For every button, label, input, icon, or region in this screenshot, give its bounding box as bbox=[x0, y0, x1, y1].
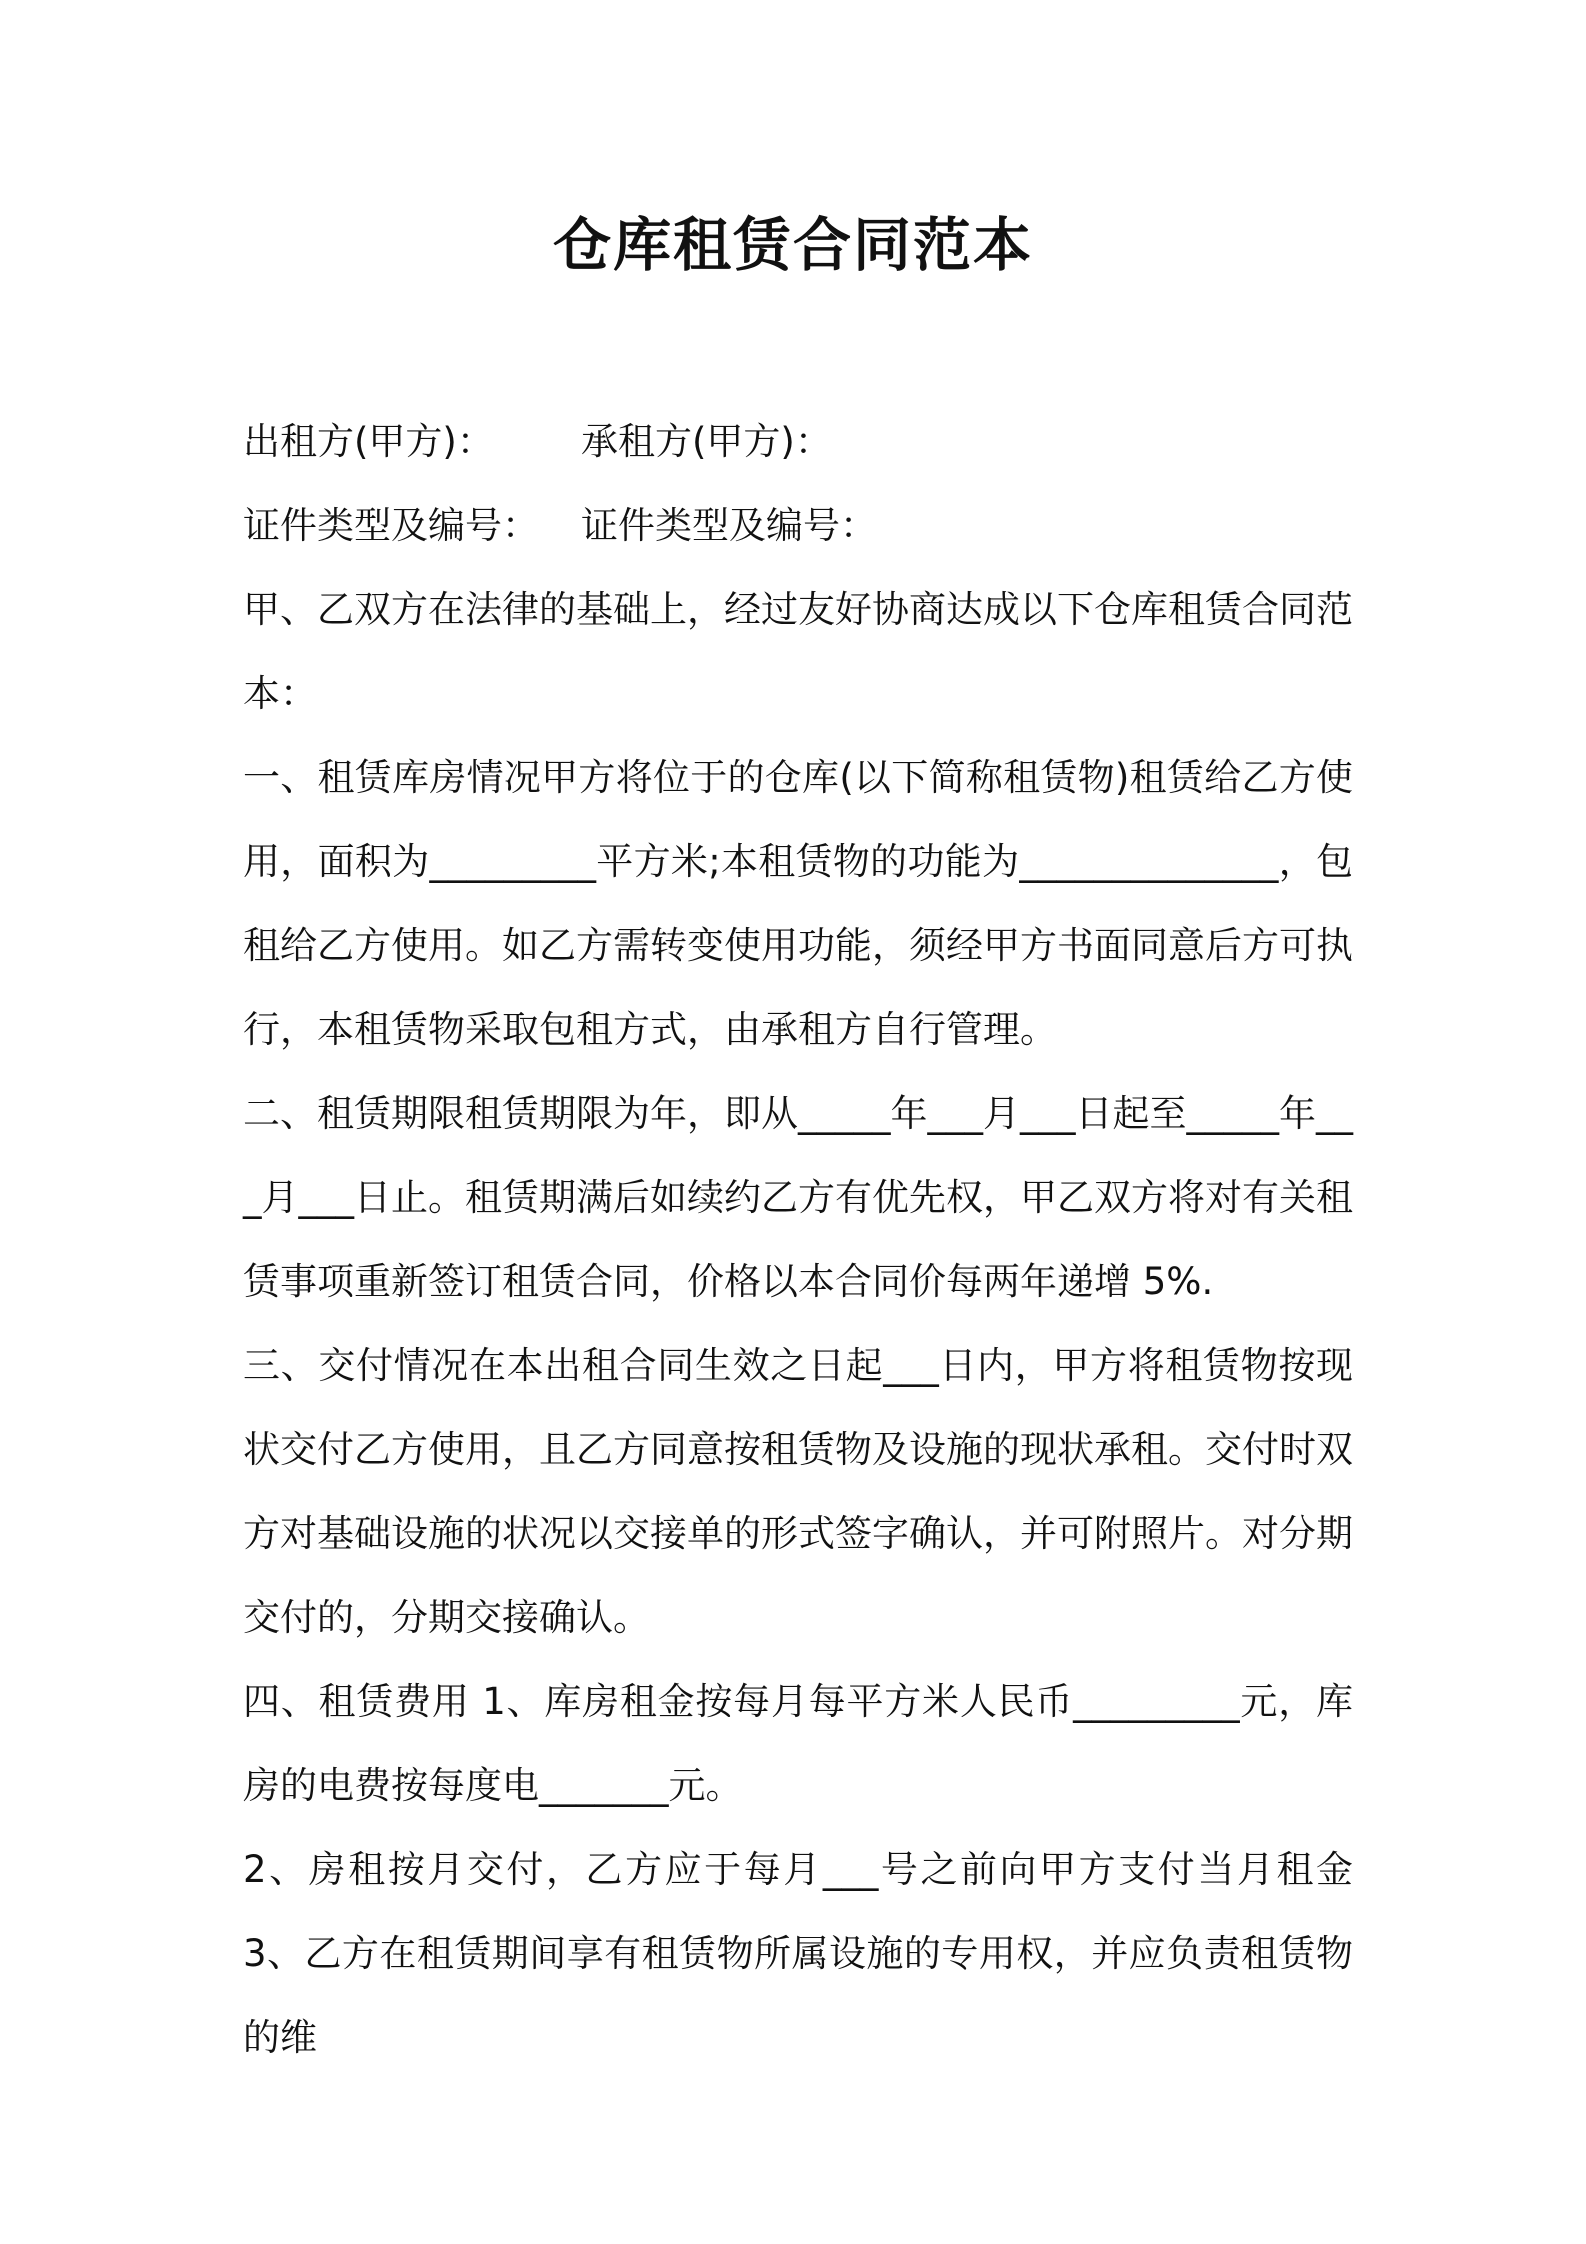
lessor-label: 出租方(甲方)： bbox=[243, 420, 494, 463]
party-row bbox=[243, 400, 1353, 484]
clause-4-payment: 2、房租按月交付，乙方应于每月___号之前向甲方支付当月租金 3、乙方在租赁期间享有租赁物所属设施的专用权，并应负责租赁物的维 bbox=[243, 1848, 1353, 2059]
id-row bbox=[243, 484, 1353, 568]
lessee-id-label: 证件类型及编号： bbox=[581, 504, 877, 547]
intro-paragraph: 甲、乙双方在法律的基础上，经过友好协商达成以下仓库租赁合同范本： bbox=[243, 588, 1353, 715]
document-body bbox=[243, 400, 1353, 2080]
clause-1-premises: 一、租赁库房情况甲方将位于的仓库(以下简称租赁物)租赁给乙方使用，面积为_________平方米;本租赁物的功能为______________，包租给乙方使用。如乙方需转变使用功能，须经甲方书面同意后方可执行，本租赁物采取包租方式，由承租方自行管理。 bbox=[243, 756, 1353, 1051]
clause-3-delivery: 三、交付情况在本出租合同生效之日起___日内，甲方将租赁物按现状交付乙方使用，且乙方同意按租赁物及设施的现状承租。交付时双方对基础设施的状况以交接单的形式签字确认，并可附照片。对分期交付的，分期交接确认。 bbox=[243, 1344, 1353, 1639]
lessee-label: 承租方(甲方)： bbox=[581, 420, 832, 463]
clause-4-fees: 四、租赁费用 1、库房租金按每月每平方米人民币_________元，库房的电费按每度电_______元。 bbox=[243, 1680, 1353, 1807]
document-title: 仓库租赁合同范本 bbox=[552, 211, 1033, 279]
lessor-id-label: 证件类型及编号： bbox=[243, 504, 539, 547]
clause-2-term: 二、租赁期限租赁期限为年，即从_____年___月___日起至_____年___月___日止。租赁期满后如续约乙方有优先权，甲乙双方将对有关租赁事项重新签订租赁合同，价格以本合同价每两年递增 5%. bbox=[243, 1092, 1353, 1303]
